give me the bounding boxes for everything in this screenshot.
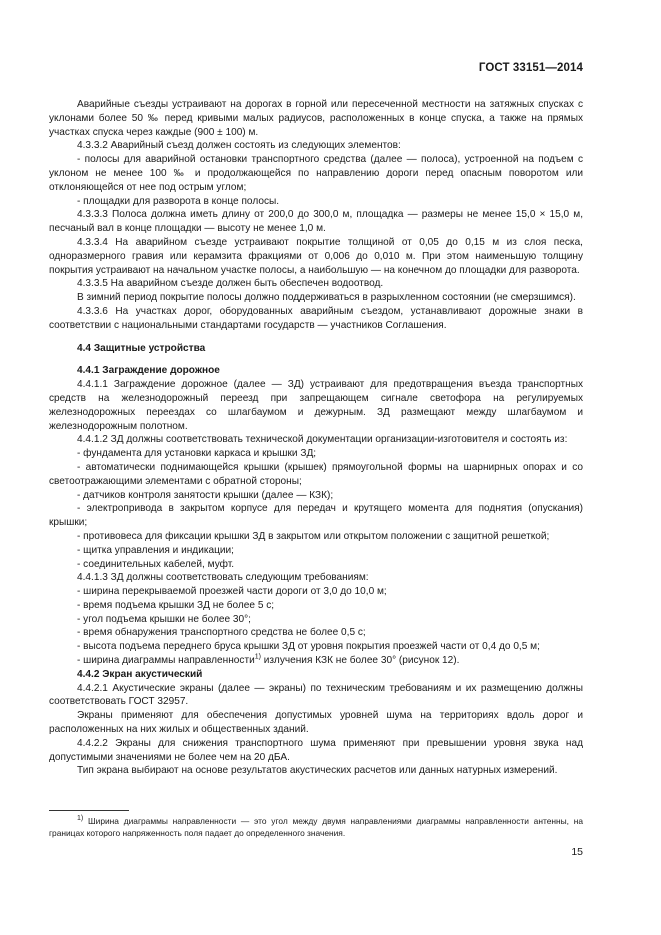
list-item: - щитка управления и индикации; — [77, 544, 234, 556]
list-item-text: - ширина диаграммы направленности — [77, 655, 255, 667]
paragraph: В зимний период покрытие полосы должно поддерживаться в разрыхленном состоянии (не смерзшимся). — [77, 292, 576, 304]
document-header: ГОСТ 33151—2014 — [478, 62, 583, 74]
paragraph: 4.3.3.5 На аварийном съезде должен быть обеспечен водоотвод. — [77, 278, 384, 290]
list-item: - высота подъема переднего бруса крышки ЗД от уровня покрытия проезжей части от 0,4 до 0,5 м; — [77, 641, 540, 653]
list-item — [49, 654, 583, 668]
subsection-heading: 4.4.2 Экран акустический — [77, 668, 203, 680]
paragraph: 4.3.3.2 Аварийный съезд должен состоять из следующих элементов: — [77, 140, 401, 152]
list-item: - соединительных кабелей, муфт. — [77, 558, 235, 570]
page-number: 15 — [571, 846, 583, 858]
list-item: - фундамента для установки каркаса и крышки ЗД; — [77, 448, 317, 460]
footnote-text — [49, 815, 583, 839]
list-item: - противовеса для фиксации крышки ЗД в закрытом или открытом положении с защитной решеткой; — [77, 530, 550, 542]
list-item: - электропривода в закрытом корпусе для передач и крутящего момента для поднятия (опускания) крышки; — [49, 503, 583, 529]
list-item: - датчиков контроля занятости крышки (далее — КЗК); — [77, 489, 334, 501]
paragraph: Аварийные съезды устраивают на дорогах в горной или пересеченной местности на затяжных спусках с уклонами более 50 ‰ перед кривыми малых радиусов, расположенных в конце спуска, а также на прямых участках спуска через каждые (900 ± 100) м. — [49, 99, 583, 138]
footnote-divider — [49, 810, 129, 811]
subsection-heading: 4.4.1 Заграждение дорожное — [77, 365, 220, 377]
footnote-mark: 1) — [77, 815, 84, 823]
footnote — [49, 815, 583, 839]
list-item: - площадки для разворота в конце полосы. — [77, 195, 280, 207]
list-item: - угол подъема крышки не более 30°; — [77, 613, 251, 625]
list-item: - время подъема крышки ЗД не более 5 с; — [77, 599, 275, 611]
paragraph: 4.4.2.1 Акустические экраны (далее — экраны) по техническим требованиям и их размещению должны соответствовать ГОСТ 32957. — [49, 682, 583, 708]
list-item-text: излучения КЗК не более 30° (рисунок 12). — [260, 655, 460, 667]
footnote-ref[interactable]: 1) — [254, 653, 261, 661]
paragraph: 4.3.3.6 На участках дорог, оборудованных аварийным съездом, устанавливают дорожные знаки в соответствии с национальными стандартами государств — участников Соглашения. — [49, 305, 583, 331]
paragraph: 4.4.2.2 Экраны для снижения транспортного шума применяют при превышении уровня звука над допустимыми значениями не более чем на 20 дБА. — [49, 737, 583, 763]
list-item: - автоматически поднимающейся крышки (крышек) прямоугольной формы на шарнирных опорах и со светоотражающими элементами с обратной стороны; — [49, 461, 583, 487]
main-text — [49, 98, 583, 778]
list-item: - время обнаружения транспортного средства не более 0,5 с; — [77, 627, 366, 639]
list-item: - полосы для аварийной остановки транспортного средства (далее — полоса), устроенной на подъем с уклоном не менее 100 ‰ и продолжающейся по направлению дороги перед опасным поворотом или отклоняющейся от нее под острым углом; — [49, 154, 583, 193]
paragraph: 4.4.1.2 ЗД должны соответствовать технической документации организации-изготовителя и состоять из: — [77, 434, 568, 446]
section-heading: 4.4 Защитные устройства — [77, 342, 206, 354]
paragraph: 4.4.1.1 Заграждение дорожное (далее — ЗД) устраивают для предотвращения въезда транспортных средств на железнодорожный переезд при запрещающем сигнале светофора на регулируемых железнодорожных переездах со шлагбаумом и дежурным. ЗД размещают между шлагбаумом и железнодорожным полотном. — [49, 379, 583, 432]
list-item: - ширина перекрываемой проезжей части дороги от 3,0 до 10,0 м; — [77, 586, 387, 598]
paragraph: Экраны применяют для обеспечения допустимых уровней шума на территориях вдоль дорог и расположенных на них жилых и общественных зданий. — [49, 710, 583, 736]
paragraph: 4.3.3.3 Полоса должна иметь длину от 200,0 до 300,0 м, площадка — размеры не менее 15,0 × 15,0 м, песчаный вал в конце площадки — высоту не менее 1,0 м. — [49, 209, 583, 235]
paragraph: Тип экрана выбирают на основе результатов акустических расчетов или данных натурных измерений. — [77, 765, 558, 777]
paragraph: 4.3.3.4 На аварийном съезде устраивают покрытие толщиной от 0,05 до 0,15 м из слоя песка, одноразмерного гравия или керамзита фракциями от 0,006 до 0,010 м. При этом наименьшую толщину покрытия устраивают на начальном участке полосы, а наибольшую — на конечном до площадки для разворота. — [49, 236, 583, 276]
paragraph: 4.4.1.3 ЗД должны соответствовать следующим требованиям: — [77, 572, 369, 584]
footnote-body: Ширина диаграммы направленности — это угол между двумя направлениями диаграммы направленности антенны, на границах которого напряженность поля падает до определенного значения. — [49, 816, 583, 838]
